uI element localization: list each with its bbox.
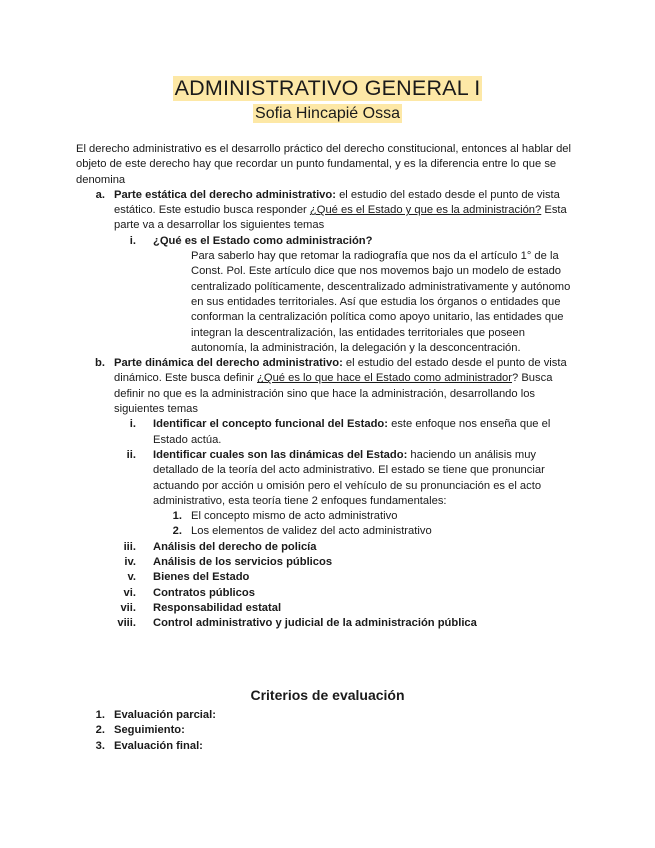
section-a-sub-paragraph: Para saberlo hay que retomar la radiografía que nos da el artículo 1° de la Const. Pol. Este artículo dice que nos movemos bajo un modelo de estado centralizado políticamente, descentralizado administrativamente y autónomo en sus entidades territoriales. Así que estudia los órganos o entidades que conforman la centralización política como apoyo unitario, las entidades que integran la descentralización, las entidades territoriales que poseen autonomía, la administración, la delegación y la desconcentración. — [191, 250, 571, 354]
criteria-marker: 1. — [95, 709, 105, 721]
topic-item — [76, 601, 581, 616]
section-a-description: el estudio del estado desde el punto de vista estático. Este estudio busca responder — [114, 188, 560, 217]
section-a-link[interactable]: ¿Qué es el Estado y que es la administración? — [309, 204, 542, 217]
criteria-list — [76, 708, 581, 754]
section-a — [76, 188, 581, 234]
topic-marker: vi. — [123, 586, 136, 599]
section-b-item-i — [76, 417, 581, 448]
approach-text: Los elementos de validez del acto administrativo — [191, 525, 432, 538]
topic-text: Control administrativo y judicial de la administración pública — [153, 617, 477, 630]
topic-item — [76, 555, 581, 570]
topic-text: Responsabilidad estatal — [153, 601, 282, 614]
topic-marker: iii. — [123, 540, 136, 553]
topic-text: Bienes del Estado — [153, 571, 250, 584]
criteria-marker: 3. — [95, 739, 105, 752]
criteria-item — [76, 708, 581, 723]
section-b-heading: Parte dinámica del derecho administrativo: — [114, 357, 343, 370]
approach-marker: 2. — [172, 525, 182, 538]
section-b — [76, 356, 581, 417]
criteria-marker: 2. — [95, 724, 105, 737]
approach-text: El concepto mismo de acto administrativo — [191, 510, 398, 523]
section-a-heading: Parte estática del derecho administrativo: — [114, 188, 336, 201]
criteria-text: Evaluación parcial: — [114, 709, 216, 721]
section-b-marker: b. — [95, 357, 105, 370]
topic-marker: iv. — [124, 556, 136, 569]
section-a-sub-body — [76, 249, 581, 356]
topic-text: Análisis de los servicios públicos — [153, 556, 333, 569]
section-b-item-ii-marker: ii. — [126, 448, 136, 461]
topic-text: Contratos públicos — [153, 586, 255, 599]
section-b-item-i-text: este enfoque nos enseña que el Estado actúa. — [153, 418, 551, 446]
approach-marker: 1. — [172, 510, 182, 523]
section-b-description-end: ? Busca definir no que es la administración sino que hace la administración, desarrollando los siguientes temas — [114, 372, 553, 416]
criteria-item — [76, 723, 581, 738]
section-b-description: el estudio del estado desde el punto de vista dinámico. Este busca definir — [114, 357, 567, 385]
criteria-heading: Criterios de evaluación — [250, 687, 405, 703]
approach-item — [76, 524, 581, 539]
section-a-description-end: Esta parte va a desarrollar los siguientes temas — [114, 204, 567, 232]
criteria-item — [76, 739, 581, 754]
section-b-item-i-marker: i. — [129, 418, 136, 431]
section-a-sub-heading: ¿Qué es el Estado como administración? — [153, 234, 373, 247]
topic-marker: vii. — [120, 601, 136, 614]
document-title: ADMINISTRATIVO GENERAL I — [174, 76, 481, 100]
topic-text: Análisis del derecho de policía — [153, 540, 317, 553]
criteria-text: Evaluación final: — [114, 739, 203, 752]
section-b-item-ii-text: haciendo un análisis muy detallado de la teoría del acto administrativo. El estado se tiene que pronunciar actuando por acción u omisión pero el vehículo de su pronunciación es el acto administrativo, esta teoría tiene 2 enfoques fundamentales: — [153, 448, 545, 507]
section-a-sub — [76, 234, 581, 249]
section-b-item-ii-heading: Identificar cuales son las dinámicas del Estado: — [153, 448, 408, 461]
topic-item — [76, 540, 581, 555]
criteria-text: Seguimiento: — [114, 724, 185, 737]
topic-marker: v. — [127, 571, 136, 584]
section-a-marker: a. — [95, 188, 105, 201]
author-name: Sofia Hincapié Ossa — [255, 105, 400, 122]
intro-paragraph: El derecho administrativo es el desarrollo práctico del derecho constitucional, entonces al hablar del objeto de este derecho hay que recordar un punto fundamental, y es la diferencia entre lo que se denomina — [76, 143, 572, 186]
section-b-item-ii — [76, 448, 581, 509]
topic-item — [76, 586, 581, 601]
topic-item — [76, 616, 581, 631]
section-b-link[interactable]: ¿Qué es lo que hace el Estado como administrador — [257, 372, 512, 385]
section-b-item-i-heading: Identificar el concepto funcional del Estado: — [153, 418, 388, 431]
topic-marker: viii. — [117, 617, 136, 630]
section-b-text — [114, 356, 581, 417]
document-body — [76, 142, 581, 632]
title-block — [0, 76, 655, 123]
topic-item — [76, 570, 581, 585]
section-a-sub-marker: i. — [129, 234, 136, 247]
section-a-text — [114, 188, 581, 234]
approach-item — [76, 509, 581, 524]
